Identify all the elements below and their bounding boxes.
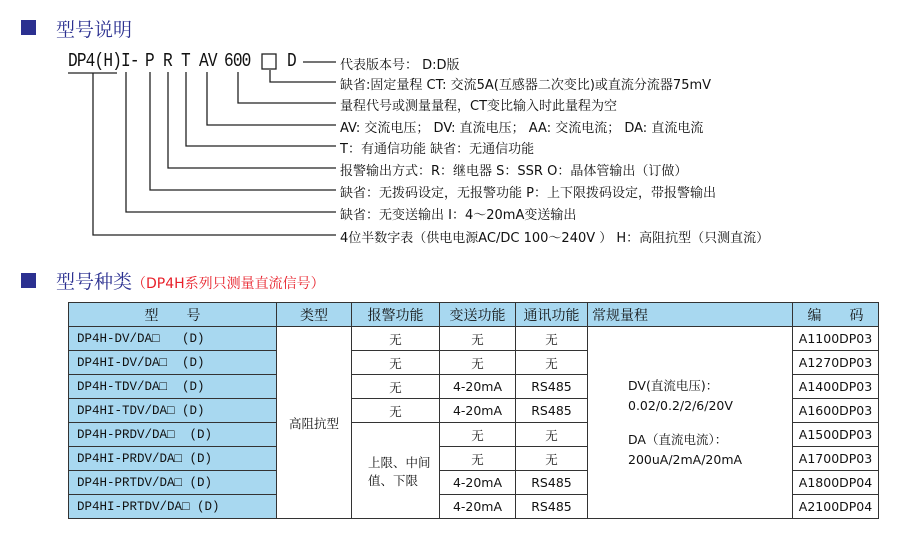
model-part-signal: AV [199, 50, 217, 72]
model-cell: DP4H-PRDV/DA□ (D) [69, 423, 277, 447]
model-cell: DP4HI-TDV/DA□ (D) [69, 399, 277, 423]
explanation-9: 4位半数字表（供电电源AC/DC 100～240V ） H：高阻抗型（只测直流） [340, 231, 770, 246]
explanation-4: AV: 交流电压； DV: 直流电压； AA: 交流电流； DA: 直流电流 [340, 121, 704, 136]
model-part-base: DP4(H) [68, 50, 122, 72]
model-cell: DP4H-PRTDV/DA□ (D) [69, 471, 277, 495]
range-da-label: DA（直流电流）： [628, 431, 728, 447]
model-cell: DP4H-DV/DA□ (D) [69, 327, 277, 351]
header-alarm: 报警功能 [352, 303, 440, 327]
comm-cell: 无 [516, 447, 588, 471]
explanation-5: T：有通信功能 缺省：无通信功能 [340, 142, 535, 157]
transmit-cell: 4-20mA [440, 375, 516, 399]
explanation-2: 缺省:固定量程 CT: 交流5A(互感器二次变比)或直流分流器75mV [340, 78, 712, 93]
comm-cell: RS485 [516, 495, 588, 519]
code-cell: A1700DP03 [793, 447, 879, 471]
transmit-cell: 4-20mA [440, 399, 516, 423]
model-part-comm: T [181, 50, 190, 72]
alarm-cell: 无 [352, 351, 440, 375]
transmit-cell: 无 [440, 327, 516, 351]
model-cell: DP4HI-PRDV/DA□ (D) [69, 447, 277, 471]
table-header-row [69, 303, 879, 327]
alarm-cell: 无 [352, 375, 440, 399]
model-types-table [68, 302, 879, 519]
comm-cell: 无 [516, 351, 588, 375]
explanation-8: 缺省：无变送输出 I：4～20mA变送输出 [340, 208, 577, 223]
comm-cell: 无 [516, 327, 588, 351]
model-cell: DP4HI-DV/DA□ (D) [69, 351, 277, 375]
transmit-cell: 无 [440, 423, 516, 447]
explanation-3: 量程代号或测量量程，CT变比输入时此量程为空 [340, 99, 618, 114]
range-dv-label: DV(直流电压)： [628, 377, 719, 393]
header-comm: 通讯功能 [516, 303, 588, 327]
section-note: （DP4H系列只测量直流信号） [132, 276, 325, 292]
comm-cell: RS485 [516, 375, 588, 399]
code-cell: A1600DP03 [793, 399, 879, 423]
section-title-model-types [56, 267, 325, 294]
code-cell: A1800DP04 [793, 471, 879, 495]
comm-cell: RS485 [516, 399, 588, 423]
range-cell [588, 327, 793, 519]
model-cell: DP4H-TDV/DA□ (D) [69, 375, 277, 399]
code-cell: A1100DP03 [793, 327, 879, 351]
code-cell: A1270DP03 [793, 351, 879, 375]
transmit-cell: 4-20mA [440, 495, 516, 519]
comm-cell: RS485 [516, 471, 588, 495]
table-row [69, 327, 879, 351]
explanation-1: 代表版本号： D:D版 [340, 58, 460, 73]
transmit-cell: 无 [440, 351, 516, 375]
header-type: 类型 [277, 303, 352, 327]
section-bullet-icon [21, 273, 36, 288]
explanation-7: 缺省：无拨码设定，无报警功能 P：上下限拨码设定，带报警输出 [340, 186, 716, 201]
alarm-group-cell: 上限、中间值、下限 [352, 423, 440, 519]
header-range: 常规量程 [588, 303, 793, 327]
model-part-transmit: I- [121, 50, 139, 72]
model-part-alarm-output: R [163, 50, 172, 72]
comm-cell: 无 [516, 423, 588, 447]
section-title-model-description: 型号说明 [56, 19, 133, 41]
type-cell: 高阻抗型 [277, 327, 352, 519]
code-cell: A1500DP03 [793, 423, 879, 447]
alarm-cell: 无 [352, 327, 440, 351]
model-part-alarm-setting: P [145, 50, 154, 72]
section-title-text: 型号种类 [56, 271, 133, 293]
header-model: 型 号 [69, 303, 277, 327]
range-da-values: 200uA/2mA/20mA [628, 451, 743, 467]
header-transmit: 变送功能 [440, 303, 516, 327]
model-part-range: 600 [224, 50, 251, 72]
header-code: 编 码 [793, 303, 879, 327]
code-cell: A2100DP04 [793, 495, 879, 519]
explanation-6: 报警输出方式：R：继电器 S：SSR O：晶体管输出（订做） [340, 164, 688, 179]
code-cell: A1400DP03 [793, 375, 879, 399]
transmit-cell: 4-20mA [440, 471, 516, 495]
range-dv-values: 0.02/0.2/2/6/20V [628, 397, 733, 413]
model-cell: DP4HI-PRTDV/DA□ (D) [69, 495, 277, 519]
model-part-version: D [287, 50, 296, 72]
alarm-cell: 无 [352, 399, 440, 423]
transmit-cell: 无 [440, 447, 516, 471]
